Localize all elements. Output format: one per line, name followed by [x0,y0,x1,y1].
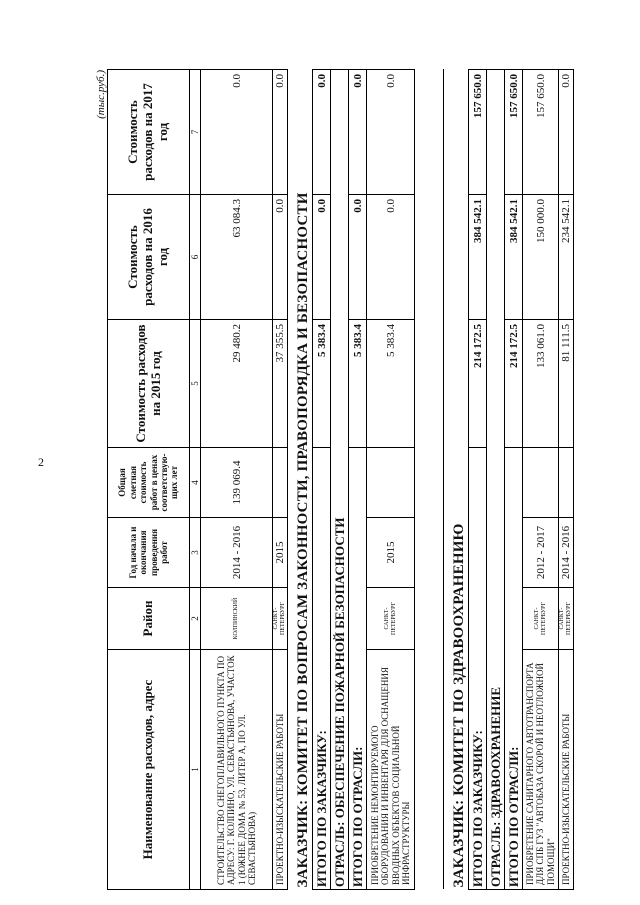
total-2016: 0.0 [349,195,367,320]
row-2015: 29 480.2 [201,320,273,448]
total-2017: 0.0 [349,70,367,195]
row-2016: 0.0 [367,195,415,320]
row-total [559,448,574,518]
row-2016: 150 000.0 [523,195,559,320]
col-name-header: Наименование расходов, адрес [108,650,190,890]
total-label: ИТОГО ПО ЗАКАЗЧИКУ: [313,448,331,890]
row-2017: 0.0 [273,70,288,195]
total-2015: 5 383.4 [349,320,367,448]
branch-heading [487,70,505,890]
col-number: 3 [190,518,201,588]
col-number: 7 [190,70,201,195]
customer-title: ЗАКАЗЧИК: КОМИТЕТ ПО ВОПРОСАМ ЗАКОННОСТИ, ПРАВОПОРЯДКА И БЕЗОПАСНОСТИ [295,192,311,888]
row-2016: 234 542.1 [559,195,574,320]
col-years-header: Год начала и окончания проведения работ [108,518,190,588]
row-name: ПРИОБРЕТЕНИЕ САНИТАРНОГО АВТОТРАНСПОРТА ДЛЯ СПБ ГУЗ "АВТОБАЗА СКОРОЙ И НЕОТЛОЖНОЙ ПОМОЩИ" [523,650,559,890]
row-years: 2014 - 2016 [559,518,574,588]
total-2017: 157 650.0 [469,70,487,195]
table-row [367,70,415,890]
table-row [273,70,288,890]
col-2016-header: Стоимость расходов на 2016 год [108,195,190,320]
row-years: 2015 [273,518,288,588]
customer-total-row [469,70,487,890]
total-2016: 384 542.1 [469,195,487,320]
row-2017: 0.0 [367,70,415,195]
col-total-header: Общая сметная стоимость работ в ценах соответствую-щих лет [108,448,190,518]
row-years: 2015 [367,518,415,588]
spacer-row [415,70,444,890]
col-district-header: Район [108,588,190,650]
column-number-row [190,70,201,890]
branch-title: ОТРАСЛЬ: ОБЕСПЕЧЕНИЕ ПОЖАРНОЙ БЕЗОПАСНОСТИ [331,70,349,890]
row-2017: 0.0 [559,70,574,195]
row-name: ПРОЕКТНО-ИЗЫСКАТЕЛЬСКИЕ РАБОТЫ [273,650,288,890]
total-label: ИТОГО ПО ЗАКАЗЧИКУ: [469,448,487,890]
total-2016: 0.0 [313,195,331,320]
col-number: 4 [190,448,201,518]
page-number: 2 [38,455,44,469]
col-number: 1 [190,650,201,890]
col-number: 6 [190,195,201,320]
row-2016: 0.0 [273,195,288,320]
row-2016: 63 084.3 [201,195,273,320]
table-row [523,70,559,890]
row-total [273,448,288,518]
row-district: САНКТ-ПЕТЕРБУРГ [523,588,559,650]
expenses-table [107,69,574,890]
col-number: 2 [190,588,201,650]
row-district: САНКТ-ПЕТЕРБУРГ [367,588,415,650]
customer-heading [288,70,313,890]
row-2017: 0.0 [201,70,273,195]
total-2015: 214 172.5 [505,320,523,448]
total-2017: 157 650.0 [505,70,523,195]
rotated-page-content [95,70,595,890]
header-row [108,70,190,890]
row-2015: 37 355.5 [273,320,288,448]
branch-heading [331,70,349,890]
row-name: ПРИОБРЕТЕНИЕ НЕМОНТИРУЕМОГО ОБОРУДОВАНИЯ И ИНВЕНТАРЯ ДЛЯ ОСНАЩЕНИЯ ВВОДНЫХ ОБЪЕКТОВ СОЦИАЛЬНОЙ ИНФРАСТРУКТУРЫ [367,650,415,890]
branch-total-row [505,70,523,890]
total-2017: 0.0 [313,70,331,195]
row-total: 139 069.4 [201,448,273,518]
total-label: ИТОГО ПО ОТРАСЛИ: [505,448,523,890]
table-row [559,70,574,890]
row-2017: 157 650.0 [523,70,559,195]
row-district: САНКТ-ПЕТЕРБУРГ [559,588,574,650]
total-label: ИТОГО ПО ОТРАСЛИ: [349,448,367,890]
row-2015: 81 111.5 [559,320,574,448]
customer-title: ЗАКАЗЧИК: КОМИТЕТ ПО ЗДРАВООХРАНЕНИЮ [451,523,467,888]
row-district: КОЛПИНСКИЙ [201,588,273,650]
row-2015: 5 383.4 [367,320,415,448]
row-years: 2012 - 2017 [523,518,559,588]
row-years: 2014 - 2016 [201,518,273,588]
row-district: САНКТ-ПЕТЕРБУРГ [273,588,288,650]
row-name: СТРОИТЕЛЬСТВО СНЕГОПЛАВИЛЬНОГО ПУНКТА ПО АДРЕСУ: Г. КОЛПИНО, УЛ. СЕВАСТЬЯНОВА, УЧАСТОК 1 (ЮЖНЕЕ ДОМА № 53, ЛИТЕР А, ПО УЛ. СЕВАСТЬЯНОВА) [201,650,273,890]
col-number: 5 [190,320,201,448]
spacer [415,70,444,890]
col-2015-header: Стоимость расходов на 2015 год [108,320,190,448]
customer-heading [444,70,469,890]
total-2016: 384 542.1 [505,195,523,320]
col-2017-header: Стоимость расходов на 2017 год [108,70,190,195]
table-row [201,70,273,890]
row-total [367,448,415,518]
total-2015: 214 172.5 [469,320,487,448]
branch-total-row [349,70,367,890]
unit-label: (тыс.руб.) [95,70,107,119]
row-name: ПРОЕКТНО-ИЗЫСКАТЕЛЬСКИЕ РАБОТЫ [559,650,574,890]
branch-title: ОТРАСЛЬ: ЗДРАВООХРАНЕНИЕ [487,70,505,890]
total-2015: 5 383.4 [313,320,331,448]
customer-total-row [313,70,331,890]
row-total [523,448,559,518]
row-2015: 133 061.0 [523,320,559,448]
